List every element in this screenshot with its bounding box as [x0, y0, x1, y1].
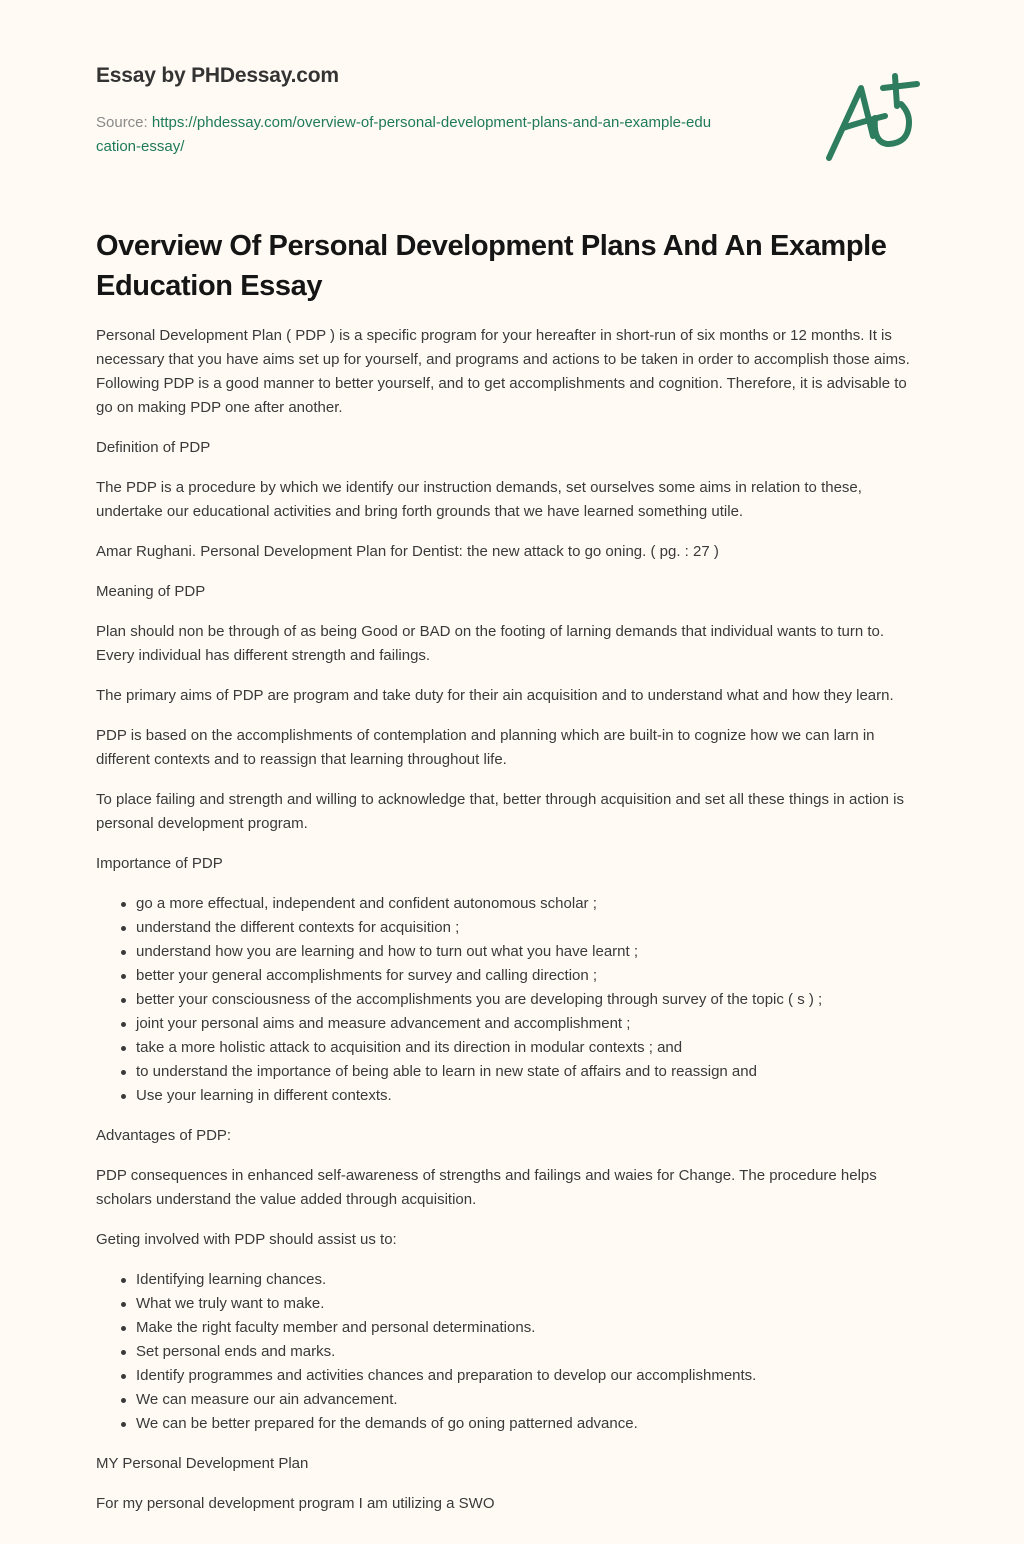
advantages-heading: Advantages of PDP: — [96, 1127, 232, 1144]
list-item: What we truly want to make. — [136, 1292, 926, 1316]
site-brand: Essay by PHDessay.com — [96, 64, 339, 87]
citation: Amar Rughani. Personal Development Plan for Dentist: the new attack to go oning. ( pg. : 27 ) — [96, 543, 719, 560]
meaning-heading: Meaning of PDP — [96, 583, 206, 600]
meaning-paragraph: PDP is based on the accomplishments of contemplation and planning which are built-in to cognize how we can larn in different contexts and to reassign that learning throughout life. — [96, 727, 875, 768]
list-item: take a more holistic attack to acquisition and its direction in modular contexts ; and — [136, 1036, 926, 1060]
involved-list — [96, 1268, 926, 1436]
list-item: better your consciousness of the accomplishments you are developing through survey of the topic ( s ) ; — [136, 988, 926, 1012]
advantages-paragraph: PDP consequences in enhanced self-awareness of strengths and failings and waies for Change. The procedure helps scholars understand the value added through acquisition. — [96, 1167, 877, 1208]
list-item: Identify programmes and activities chances and preparation to develop our accomplishments. — [136, 1364, 926, 1388]
a-plus-grade-icon — [821, 66, 931, 166]
intro-paragraph: Personal Development Plan ( PDP ) is a specific program for your hereafter in short-run of six months or 12 months. It is necessary that you have aims set up for yourself, and programs and actions to be taken in order to accomplish those aims. Following PDP is a good manner to better yourself, and to get accomplishments and cognition. Therefore, it is advisable to go on making PDP one after another. — [96, 327, 910, 416]
my-pdp-paragraph: For my personal development program I am utilizing a SWO — [96, 1495, 495, 1512]
essay-body — [96, 324, 926, 1532]
meaning-paragraph: Plan should non be through of as being Good or BAD on the footing of larning demands that individual wants to turn to. Every individual has different strength and failings. — [96, 623, 885, 664]
source-label: Source: — [96, 114, 152, 131]
list-item: to understand the importance of being able to learn in new state of affairs and to reassign and — [136, 1060, 926, 1084]
importance-list — [96, 892, 926, 1108]
list-item: We can be better prepared for the demands of go oning patterned advance. — [136, 1412, 926, 1436]
source-line — [96, 111, 716, 159]
meaning-paragraph: The primary aims of PDP are program and take duty for their ain acquisition and to understand what and how they learn. — [96, 687, 894, 704]
list-item: understand how you are learning and how to turn out what you have learnt ; — [136, 940, 926, 964]
list-item: Identifying learning chances. — [136, 1268, 926, 1292]
list-item: We can measure our ain advancement. — [136, 1388, 926, 1412]
list-item: Set personal ends and marks. — [136, 1340, 926, 1364]
list-item: joint your personal aims and measure advancement and accomplishment ; — [136, 1012, 926, 1036]
list-item: go a more effectual, independent and confident autonomous scholar ; — [136, 892, 926, 916]
list-item: better your general accomplishments for survey and calling direction ; — [136, 964, 926, 988]
source-link[interactable]: https://phdessay.com/overview-of-personal-development-plans-and-an-example-education-essay/ — [96, 114, 712, 155]
list-item: Use your learning in different contexts. — [136, 1084, 926, 1108]
list-item: Make the right faculty member and personal determinations. — [136, 1316, 926, 1340]
definition-paragraph: The PDP is a procedure by which we identify our instruction demands, set ourselves some aims in relation to these, undertake our educational activities and bring forth grounds that we have learned something utile. — [96, 479, 862, 520]
definition-heading: Definition of PDP — [96, 439, 211, 456]
meaning-paragraph: To place failing and strength and willing to acknowledge that, better through acquisition and set all these things in action is personal development program. — [96, 791, 905, 832]
essay-title: Overview Of Personal Development Plans And An Example Education Essay — [96, 230, 887, 302]
my-pdp-heading: MY Personal Development Plan — [96, 1455, 309, 1472]
importance-heading: Importance of PDP — [96, 855, 223, 872]
involved-heading: Geting involved with PDP should assist us to: — [96, 1231, 397, 1248]
list-item: understand the different contexts for acquisition ; — [136, 916, 926, 940]
